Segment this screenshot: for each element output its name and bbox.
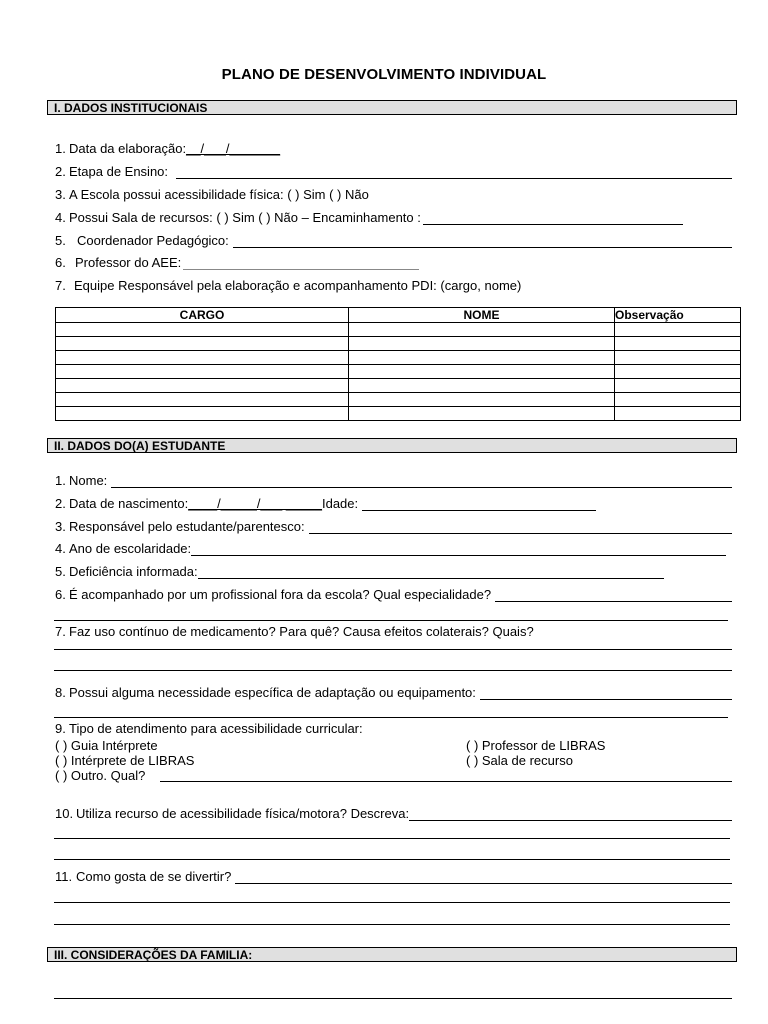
table-cell[interactable] xyxy=(615,407,741,421)
field-disability[interactable] xyxy=(55,561,732,579)
item-number: 2. xyxy=(55,496,66,511)
item-number: 6. xyxy=(55,255,66,270)
table-cell[interactable] xyxy=(56,379,349,393)
table-row xyxy=(56,365,741,379)
item-number: 5. xyxy=(55,233,66,248)
field-label: Etapa de Ensino: xyxy=(69,164,169,179)
table-cell[interactable] xyxy=(615,379,741,393)
answer-line xyxy=(362,497,596,511)
table-cell[interactable] xyxy=(56,351,349,365)
column-header-observacao: Observação xyxy=(615,308,741,323)
column-header-nome: NOME xyxy=(349,308,615,323)
field-teaching-stage[interactable] xyxy=(55,161,732,179)
table-row xyxy=(56,407,741,421)
field-label: A Escola possui acessibilidade física: ( ) Sim ( ) Não xyxy=(69,187,369,202)
table-row xyxy=(56,379,741,393)
option-sala-recurso[interactable]: ( ) Sala de recurso xyxy=(466,753,573,768)
field-label: Possui Sala de recursos: ( ) Sim ( ) Não – Encaminhamento : xyxy=(69,210,421,225)
answer-line xyxy=(233,234,732,248)
field-medication[interactable] xyxy=(55,621,732,639)
answer-line[interactable] xyxy=(54,902,730,903)
table-cell[interactable] xyxy=(615,351,741,365)
answer-line xyxy=(176,165,732,179)
table-row xyxy=(56,337,741,351)
item-number: 11. xyxy=(55,869,73,884)
section-header-family: III. CONSIDERAÇÕES DA FAMILIA: xyxy=(47,947,737,962)
table-cell[interactable] xyxy=(615,393,741,407)
item-number: 6. xyxy=(55,587,66,602)
field-guardian[interactable] xyxy=(55,516,732,534)
item-number: 2. xyxy=(55,164,66,179)
field-aee-teacher[interactable] xyxy=(55,252,732,270)
table-cell[interactable] xyxy=(56,365,349,379)
date-blank: ____/_____/___ _____ xyxy=(188,496,322,511)
field-adaptation-needs[interactable] xyxy=(55,682,732,700)
item-number: 8. xyxy=(55,685,66,700)
field-label: É acompanhado por um profissional fora da escola? Qual especialidade? xyxy=(69,587,492,602)
answer-line[interactable] xyxy=(54,924,730,925)
item-number: 4. xyxy=(55,210,66,225)
field-label: Professor do AEE: xyxy=(75,255,182,270)
field-label: Nome: xyxy=(69,473,108,488)
table-cell[interactable] xyxy=(615,365,741,379)
field-physical-accessibility[interactable] xyxy=(55,803,732,821)
field-label: Responsável pelo estudante/parentesco: xyxy=(69,519,305,534)
table-row xyxy=(56,393,741,407)
table-row xyxy=(56,351,741,365)
table-cell[interactable] xyxy=(349,379,615,393)
field-student-name[interactable] xyxy=(55,470,732,488)
table-cell[interactable] xyxy=(56,337,349,351)
item-number: 3. xyxy=(55,187,66,202)
option-professor-libras[interactable]: ( ) Professor de LIBRAS xyxy=(466,738,606,753)
age-label: Idade: xyxy=(321,496,359,511)
table-row xyxy=(56,323,741,337)
answer-line[interactable] xyxy=(54,838,730,839)
table-header-row xyxy=(56,308,741,323)
field-pedagogical-coordinator[interactable] xyxy=(55,230,732,248)
field-responsible-team xyxy=(55,275,732,293)
field-label: Faz uso contínuo de medicamento? Para quê? Causa efeitos colaterais? Quais? xyxy=(69,624,534,639)
option-guia-interprete[interactable]: ( ) Guia Intérprete xyxy=(55,738,158,753)
field-external-professional[interactable] xyxy=(55,584,732,602)
field-service-type xyxy=(55,718,732,736)
item-number: 7. xyxy=(55,278,66,293)
page-title: PLANO DE DESENVOLVIMENTO INDIVIDUAL xyxy=(221,66,547,83)
field-label: Tipo de atendimento para acessibilidade curricular: xyxy=(69,721,363,736)
field-label: Como gosta de se divertir? xyxy=(76,869,232,884)
answer-line xyxy=(309,520,732,534)
item-number: 10. xyxy=(55,806,74,821)
table-cell[interactable] xyxy=(56,393,349,407)
table-cell[interactable] xyxy=(349,393,615,407)
answer-line xyxy=(480,686,732,700)
answer-line xyxy=(409,807,732,821)
table-cell[interactable] xyxy=(349,337,615,351)
item-number: 7. xyxy=(55,624,66,639)
answer-line[interactable] xyxy=(160,781,732,782)
item-number: 9. xyxy=(55,721,66,736)
table-cell[interactable] xyxy=(349,323,615,337)
table-cell[interactable] xyxy=(349,365,615,379)
table-cell[interactable] xyxy=(349,407,615,421)
table-cell[interactable] xyxy=(349,351,615,365)
answer-line xyxy=(111,474,732,488)
item-number: 1. xyxy=(55,473,66,488)
field-label: Possui alguma necessidade específica de adaptação ou equipamento: xyxy=(69,685,476,700)
team-table xyxy=(55,307,741,421)
item-number: 1. xyxy=(55,141,66,156)
answer-line[interactable] xyxy=(54,649,732,650)
table-cell[interactable] xyxy=(56,407,349,421)
item-number: 5. xyxy=(55,564,66,579)
item-number: 4. xyxy=(55,541,66,556)
answer-line xyxy=(183,256,419,270)
answer-line xyxy=(423,211,683,225)
answer-line xyxy=(191,542,726,556)
column-header-cargo: CARGO xyxy=(56,308,349,323)
field-label: Coordenador Pedagógico: xyxy=(77,233,229,248)
table-cell[interactable] xyxy=(615,337,741,351)
option-outro[interactable]: ( ) Outro. Qual? xyxy=(55,768,146,783)
field-birth-date[interactable] xyxy=(55,493,732,511)
field-label: Deficiência informada: xyxy=(69,564,198,579)
answer-line[interactable] xyxy=(54,670,732,671)
option-interprete-libras[interactable]: ( ) Intérprete de LIBRAS xyxy=(55,753,195,768)
date-blank: __/___/_______ xyxy=(186,141,281,156)
field-label: Data de nascimento: xyxy=(69,496,189,511)
field-resource-room[interactable] xyxy=(55,207,732,225)
field-label: Data da elaboração: xyxy=(69,141,187,156)
field-school-accessibility[interactable] xyxy=(55,184,732,202)
field-school-year[interactable] xyxy=(55,538,732,556)
table-cell[interactable] xyxy=(615,323,741,337)
answer-line xyxy=(495,588,732,602)
answer-line[interactable] xyxy=(54,998,732,999)
item-number: 3. xyxy=(55,519,66,534)
answer-line[interactable] xyxy=(54,859,730,860)
field-leisure[interactable] xyxy=(55,866,732,884)
field-label: Utiliza recurso de acessibilidade física/motora? Descreva: xyxy=(76,806,410,821)
table-cell[interactable] xyxy=(56,323,349,337)
field-label: Equipe Responsável pela elaboração e acompanhamento PDI: (cargo, nome) xyxy=(74,278,522,293)
field-date-elaboration[interactable] xyxy=(55,138,732,156)
section-header-institutional: I. DADOS INSTITUCIONAIS xyxy=(47,100,737,115)
section-header-student: II. DADOS DO(A) ESTUDANTE xyxy=(47,438,737,453)
field-label: Ano de escolaridade: xyxy=(69,541,192,556)
answer-line xyxy=(235,870,732,884)
answer-line xyxy=(198,565,664,579)
